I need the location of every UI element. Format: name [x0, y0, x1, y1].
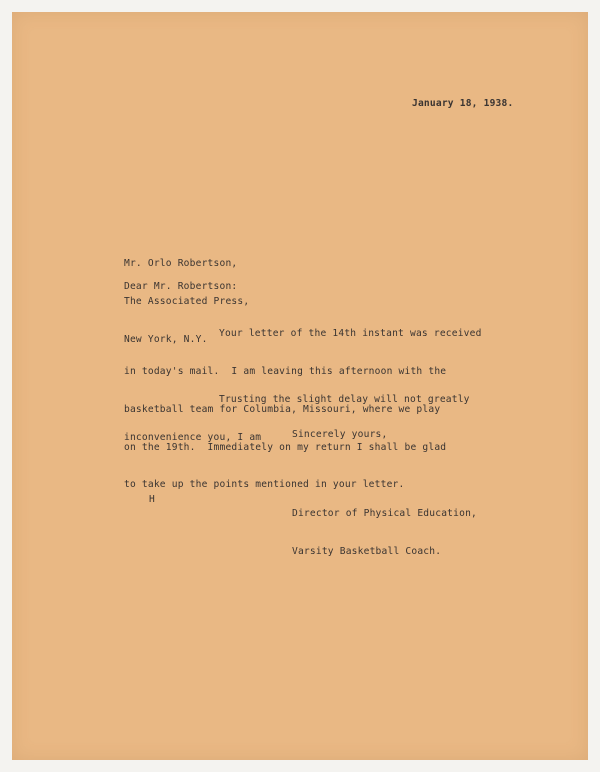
paragraph-line: basketball team for Columbia, Missouri, where we play — [124, 403, 441, 415]
closing: Sincerely yours, — [292, 429, 388, 440]
signature-block — [292, 483, 477, 584]
salutation: Dear Mr. Robertson: — [124, 281, 238, 292]
recipient-location: New York, N.Y. — [124, 333, 208, 345]
paragraph-line: Your letter of the 14th instant was received — [219, 328, 482, 340]
letter-date: January 18, 1938. — [412, 98, 514, 109]
signature-title: Director of Physical Education, — [292, 508, 478, 520]
signature-title: Varsity Basketball Coach. — [292, 545, 442, 557]
paragraph-line: on the 19th. Immediately on my return I shall be glad — [124, 441, 447, 453]
body-paragraph-2 — [124, 369, 470, 470]
letter-page — [12, 12, 588, 760]
typist-initials: H — [149, 494, 155, 505]
recipient-organization: The Associated Press, — [124, 295, 250, 307]
paragraph-line: to take up the points mentioned in your letter. — [124, 479, 405, 491]
recipient-name: Mr. Orlo Robertson, — [124, 258, 238, 270]
paragraph-line: inconvenience you, I am — [124, 431, 262, 443]
paragraph-line: Trusting the slight delay will not greatly — [219, 394, 470, 406]
paragraph-line: in today's mail. I am leaving this afternoon with the — [124, 365, 447, 377]
